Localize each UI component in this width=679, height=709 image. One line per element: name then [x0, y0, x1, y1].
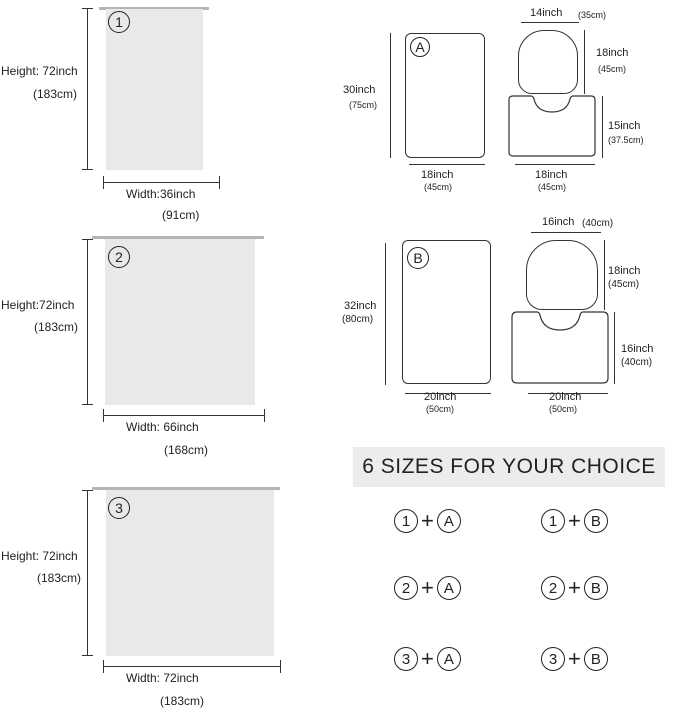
contour-mat [510, 310, 610, 386]
lid-width-label: 14inch [530, 7, 563, 19]
curtain-badge: 3 [541, 647, 565, 671]
plus-sign: + [421, 646, 434, 671]
dimension-tick [103, 660, 104, 673]
curtain-badge: 1 [541, 509, 565, 533]
curtain-panel [106, 490, 274, 656]
plus-sign: + [421, 508, 434, 533]
dimension-tick [82, 239, 93, 240]
rug-width-dimension-line [409, 164, 485, 165]
rug-width-label: 18inch [421, 169, 454, 181]
dimension-tick [82, 655, 93, 656]
contour-height-label: 15inch [608, 120, 641, 132]
width-dimension-line [103, 415, 265, 416]
height-cm-label: (183cm) [33, 87, 78, 101]
sizes-banner: 6 SIZES FOR YOUR CHOICE [353, 447, 665, 487]
contour-height-cm-label: (40cm) [621, 357, 653, 368]
dimension-tick [82, 404, 93, 405]
mat-badge: A [437, 576, 461, 600]
dimension-tick [264, 409, 265, 422]
width-cm-label: (91cm) [162, 208, 200, 222]
combo-option [394, 575, 461, 601]
dimension-tick [219, 176, 220, 189]
dimension-tick [82, 8, 93, 9]
mat-badge: B [584, 509, 608, 533]
contour-width-dimension-line [515, 164, 595, 165]
height-dimension-line [87, 239, 88, 405]
size-badge: 3 [108, 497, 130, 519]
mat-badge: B [584, 576, 608, 600]
height-cm-label: (183cm) [34, 320, 79, 334]
contour-width-label: 20inch [549, 391, 582, 403]
dimension-tick [82, 169, 93, 170]
combo-option [394, 508, 461, 534]
lid-width-dimension-line [531, 232, 601, 233]
rug-height-label: 32inch [344, 300, 377, 312]
combo-option [541, 508, 608, 534]
plus-sign: + [568, 508, 581, 533]
height-label: Height: 72inch [1, 64, 78, 78]
rug-height-label: 30inch [343, 84, 376, 96]
contour-width-cm-label: (45cm) [538, 182, 567, 192]
contour-height-dimension-line [614, 312, 615, 384]
height-label: Height:72inch [1, 298, 75, 312]
width-label: Width:36inch [126, 187, 196, 201]
mat-badge: A [437, 647, 461, 671]
lid-cover [526, 240, 598, 310]
contour-width-label: 18inch [535, 169, 568, 181]
size-badge: 1 [108, 11, 130, 33]
contour-height-cm-label: (37.5cm) [608, 135, 644, 145]
size-badge: B [407, 247, 429, 269]
contour-height-dimension-line [602, 96, 603, 158]
contour-mat [507, 94, 597, 160]
lid-height-label: 18inch [608, 265, 641, 277]
curtain-badge: 3 [394, 647, 418, 671]
width-cm-label: (183cm) [160, 694, 205, 708]
lid-height-label: 18inch [596, 47, 629, 59]
rug-width-cm-label: (45cm) [424, 182, 453, 192]
dimension-tick [82, 490, 93, 491]
dimension-tick [103, 176, 104, 189]
lid-height-dimension-line [584, 30, 585, 94]
lid-cover [518, 30, 578, 94]
rug-width-cm-label: (50cm) [426, 404, 455, 414]
lid-height-dimension-line [604, 240, 605, 310]
plus-sign: + [421, 575, 434, 600]
rug-width-label: 20inch [424, 391, 457, 403]
combo-option [394, 646, 461, 672]
dimension-tick [103, 409, 104, 422]
height-dimension-line [87, 490, 88, 656]
lid-height-cm-label: (45cm) [608, 279, 640, 290]
width-cm-label: (168cm) [164, 443, 209, 457]
curtain-badge: 2 [541, 576, 565, 600]
width-dimension-line [103, 182, 220, 183]
size-badge: A [410, 37, 430, 57]
curtain-badge: 1 [394, 509, 418, 533]
width-dimension-line [103, 666, 281, 667]
dimension-tick [280, 660, 281, 673]
combo-option [541, 646, 608, 672]
height-dimension-line [87, 8, 88, 170]
rug-height-dimension-line [390, 33, 391, 158]
curtain-badge: 2 [394, 576, 418, 600]
rug-height-dimension-line [385, 243, 386, 385]
mat-badge: B [584, 647, 608, 671]
lid-width-cm-label: (35cm) [578, 10, 607, 20]
size-badge: 2 [108, 246, 130, 268]
contour-width-cm-label: (50cm) [549, 404, 578, 414]
height-label: Height: 72inch [1, 549, 78, 563]
lid-width-label: 16inch [542, 216, 575, 228]
rug-height-cm-label: (75cm) [349, 100, 378, 110]
contour-height-label: 16inch [621, 343, 654, 355]
combo-option [541, 575, 608, 601]
plus-sign: + [568, 575, 581, 600]
curtain-panel [106, 9, 203, 170]
width-label: Width: 66inch [126, 420, 199, 434]
mat-badge: A [437, 509, 461, 533]
plus-sign: + [568, 646, 581, 671]
lid-width-dimension-line [521, 22, 579, 23]
lid-height-cm-label: (45cm) [598, 64, 627, 74]
height-cm-label: (183cm) [37, 571, 82, 585]
width-label: Width: 72inch [126, 671, 199, 685]
lid-width-cm-label: (40cm) [582, 218, 614, 229]
rug-height-cm-label: (80cm) [342, 314, 374, 325]
